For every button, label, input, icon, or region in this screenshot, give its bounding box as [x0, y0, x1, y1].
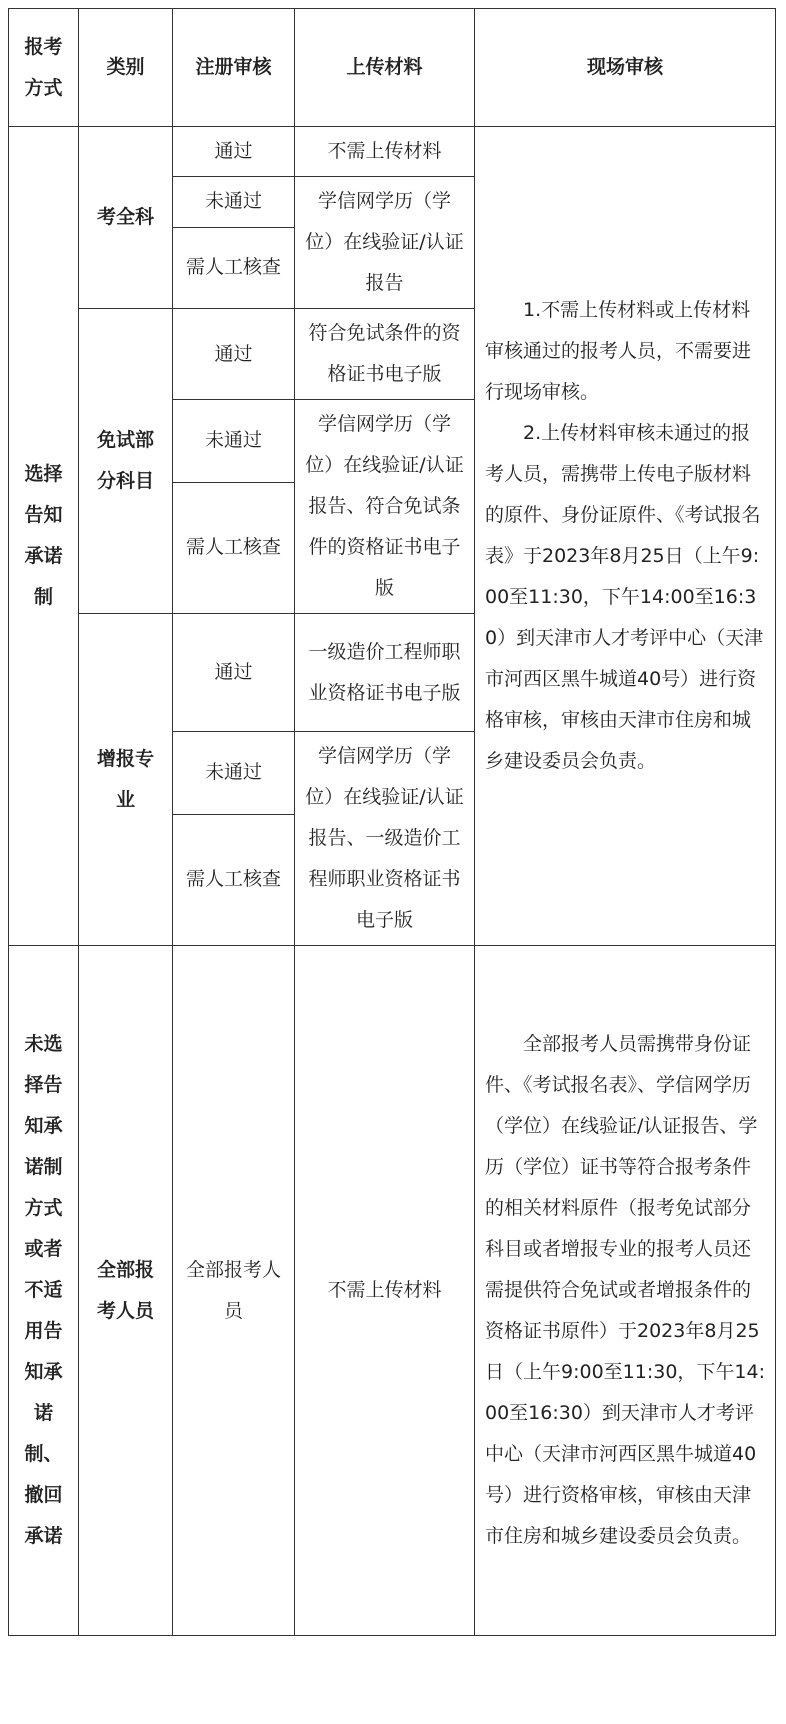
- exam-review-table: [8, 8, 776, 1636]
- status-cell: 通过: [173, 127, 295, 177]
- header-onsite-review: 现场审核: [475, 9, 776, 127]
- materials-cell: 不需上传材料: [295, 946, 475, 1636]
- category-all-applicants: 全部报考人员: [79, 946, 173, 1636]
- materials-cell: 学信网学历（学位）在线验证/认证报告: [295, 177, 475, 309]
- onsite-review-commitment: [475, 127, 776, 946]
- status-cell: 未通过: [173, 400, 295, 483]
- materials-cell: 符合免试条件的资格证书电子版: [295, 309, 475, 400]
- header-registration-review: 注册审核: [173, 9, 295, 127]
- mode-no-commitment: 未选择告知承诺制方式或者不适用告知承诺制、撤回承诺: [9, 946, 79, 1636]
- header-upload-materials: 上传材料: [295, 9, 475, 127]
- header-row: [9, 9, 776, 127]
- header-mode: 报考方式: [9, 9, 79, 127]
- status-cell: 未通过: [173, 732, 295, 815]
- status-cell: 未通过: [173, 177, 295, 228]
- materials-cell: 学信网学历（学位）在线验证/认证报告、一级造价工程师职业资格证书电子版: [295, 732, 475, 946]
- category-exempt-subjects: 免试部分科目: [79, 309, 173, 614]
- category-additional-major: 增报专业: [79, 614, 173, 946]
- status-cell: 通过: [173, 614, 295, 732]
- onsite-paragraph-1: 1.不需上传材料或上传材料审核通过的报考人员，不需要进行现场审核。: [485, 299, 752, 403]
- materials-cell: 一级造价工程师职业资格证书电子版: [295, 614, 475, 732]
- page-container: [8, 8, 776, 1636]
- onsite-review-all: 全部报考人员需携带身份证件、《考试报名表》、学信网学历（学位）在线验证/认证报告、学历（学位）证书等符合报考条件的相关材料原件（报考免试部分科目或者增报专业的报考人员还需提供符合免试或者增报条件的资格证书原件）于2023年8月25日（上午9:00至11:30，下午14:00至16:30）到天津市人才考评中心（天津市河西区黑牛城道40号）进行资格审核，审核由天津市住房和城乡建设委员会负责。: [475, 946, 776, 1636]
- table-row: [9, 946, 776, 1636]
- status-cell: 需人工核查: [173, 814, 295, 945]
- materials-cell: 不需上传材料: [295, 127, 475, 177]
- status-cell: 需人工核查: [173, 227, 295, 308]
- status-cell: 通过: [173, 309, 295, 400]
- status-cell: 需人工核查: [173, 482, 295, 613]
- registration-review-all: 全部报考人员: [173, 946, 295, 1636]
- header-category: 类别: [79, 9, 173, 127]
- table-row: [9, 127, 776, 177]
- mode-commitment: 选择告知承诺制: [9, 127, 79, 946]
- category-full-subjects: 考全科: [79, 127, 173, 309]
- materials-cell: 学信网学历（学位）在线验证/认证报告、符合免试条件的资格证书电子版: [295, 400, 475, 614]
- onsite-paragraph-2: 2.上传材料审核未通过的报考人员，需携带上传电子版材料的原件、身份证原件、《考试报名表》于2023年8月25日（上午9:00至11:30，下午14:00至16:30）到天津市人才考评中心（天津市河西区黑牛城道40号）进行资格审核，审核由天津市住房和城乡建设委员会负责。: [485, 422, 764, 772]
